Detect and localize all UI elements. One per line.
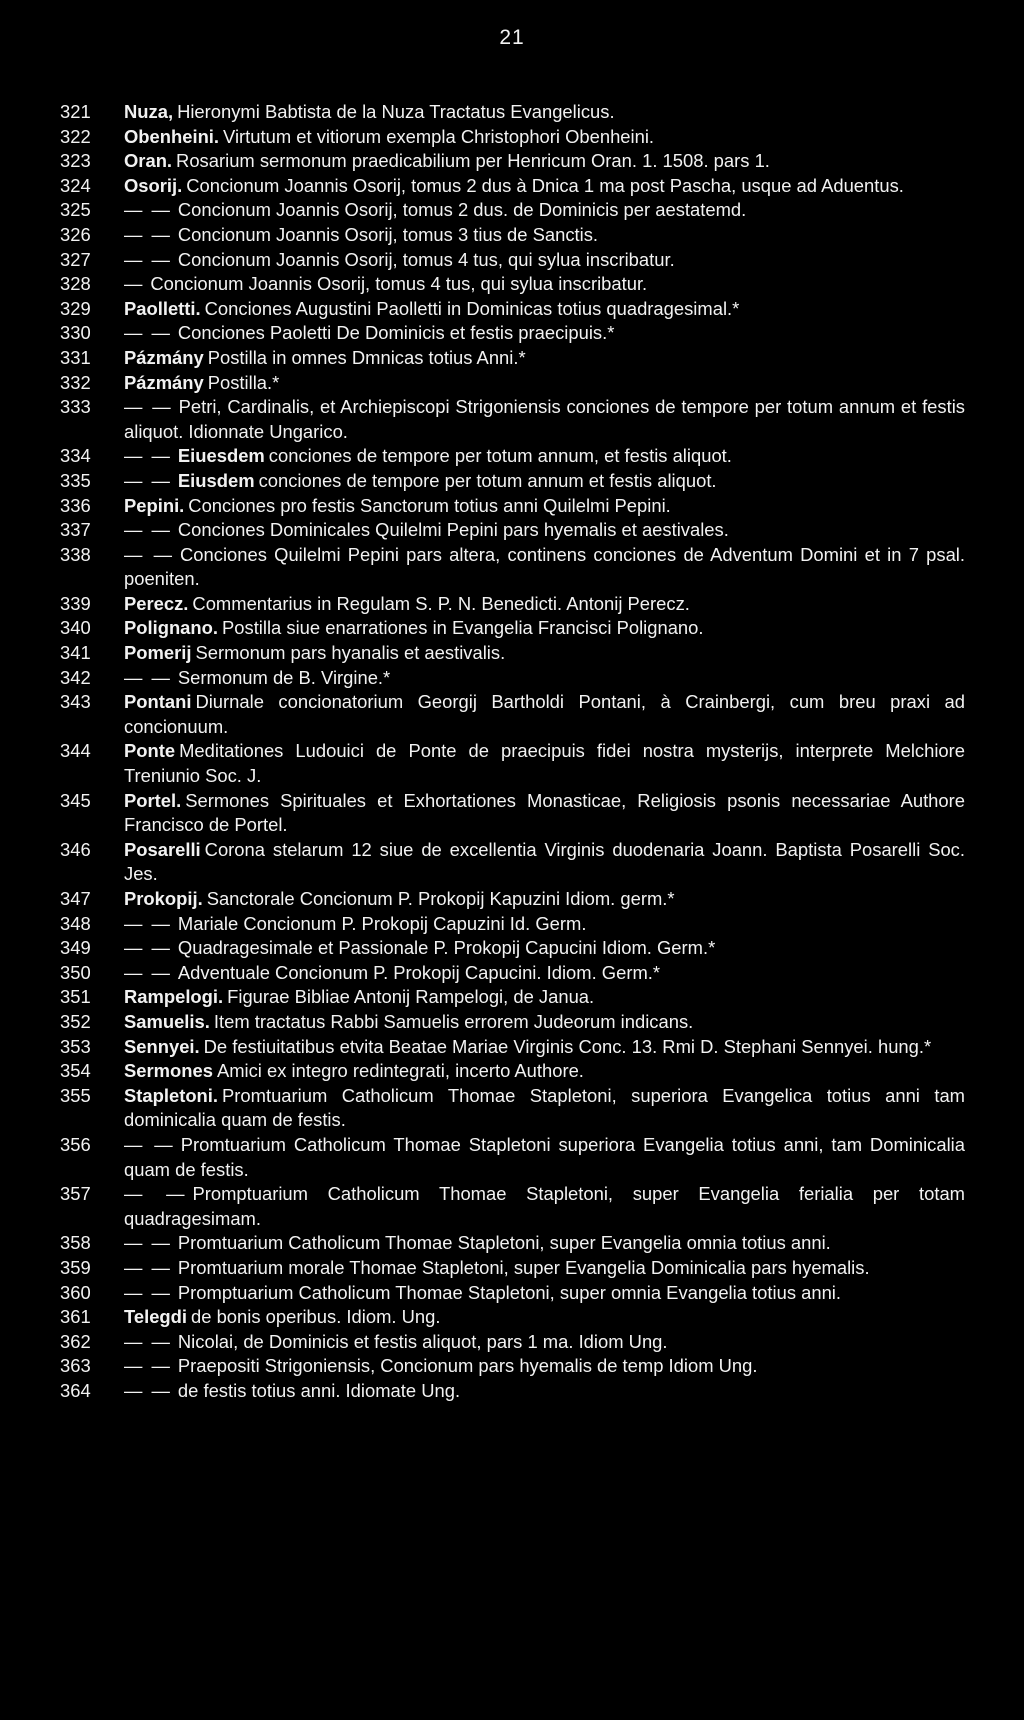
author-name: Osorij. xyxy=(124,174,183,196)
entry-number: 351 xyxy=(60,986,91,1008)
entry-number: 342 xyxy=(60,666,91,688)
entry-text: Adventuale Concionum P. Prokopij Capucini. Idiom. Germ.* xyxy=(177,961,661,983)
author-name: Perecz. xyxy=(124,592,189,614)
catalog-entry xyxy=(60,125,965,150)
catalog-entry xyxy=(60,1231,965,1256)
entry-text: Figurae Bibliae Antonij Rampelogi, de Janua. xyxy=(227,986,595,1008)
entry-text: Sanctorale Concionum P. Prokopij Kapuzini Idiom. germ.* xyxy=(206,888,675,909)
ditto-dash: — — xyxy=(124,1256,172,1278)
ditto-dash: — — xyxy=(124,666,172,688)
entry-list xyxy=(60,100,965,1403)
entry-number: 338 xyxy=(60,543,91,565)
ditto-dash: — — xyxy=(124,912,172,934)
entry-number: 360 xyxy=(60,1281,91,1303)
catalog-entry xyxy=(60,346,965,371)
entry-text: Diurnale concionatorium Georgij Bartholdi Pontani, à Crainbergi, cum breu praxi ad concionuum. xyxy=(124,691,965,737)
catalog-entry xyxy=(60,961,965,986)
entry-number: 344 xyxy=(60,740,91,762)
entry-text: Conciones Quilelmi Pepini pars altera, continens conciones de Adventum Domini et in 7 psal. poeniten. xyxy=(124,543,965,590)
catalog-entry xyxy=(60,1354,965,1379)
entry-text: Virtutum et vitiorum exempla Christophori Obenheini. xyxy=(223,125,655,147)
ditto-dash: — — xyxy=(124,248,172,270)
ditto-dash: — — xyxy=(124,396,173,418)
entry-number: 349 xyxy=(60,937,91,959)
ditto-dash: — — xyxy=(124,1281,172,1303)
entry-text: Commentarius in Regulam S. P. N. Benedicti. Antonij Perecz. xyxy=(192,592,690,614)
entry-number: 347 xyxy=(60,888,91,909)
catalog-entry xyxy=(60,616,965,641)
author-name: Eiusdem xyxy=(177,469,255,491)
catalog-entry xyxy=(60,1133,965,1182)
author-name: Paolletti. xyxy=(124,297,201,319)
entry-number: 354 xyxy=(60,1060,91,1082)
catalog-entry xyxy=(60,518,965,543)
entry-number: 324 xyxy=(60,174,91,196)
entry-number: 353 xyxy=(60,1035,91,1057)
entry-text: Amici ex integro redintegrati, incerto Authore. xyxy=(216,1060,584,1082)
entry-number: 361 xyxy=(60,1306,91,1328)
entry-number: 340 xyxy=(60,617,91,639)
entry-text: Promtuarium Catholicum Thomae Stapletoni, superiora Evangelica totius anni tam dominicalia quam de festis. xyxy=(124,1084,965,1131)
author-name: Portel. xyxy=(124,789,182,811)
catalog-entry xyxy=(60,887,965,912)
catalog-entry xyxy=(60,1256,965,1281)
catalog-entry xyxy=(60,1330,965,1355)
entry-number: 325 xyxy=(60,199,91,221)
author-name: Oran. xyxy=(124,150,173,172)
catalog-entry xyxy=(60,494,965,519)
entry-text: De festiuitatibus etvita Beatae Mariae Virginis Conc. 13. Rmi D. Stephani Sennyei. hung.* xyxy=(203,1035,932,1057)
entry-number: 331 xyxy=(60,346,91,368)
entry-number: 356 xyxy=(60,1133,91,1155)
entry-number: 346 xyxy=(60,838,91,860)
catalog-entry xyxy=(60,1305,965,1330)
catalog-entry xyxy=(60,690,965,739)
catalog-entry xyxy=(60,223,965,248)
entry-text: Meditationes Ludouici de Ponte de praecipuis fidei nostra mysterijs, interprete Melchiore Treniunio Soc. J. xyxy=(124,740,965,787)
entry-text: Promtuarium morale Thomae Stapletoni, super Evangelia Dominicalia pars hyemalis. xyxy=(177,1256,870,1278)
author-name: Sermones xyxy=(124,1060,213,1082)
entry-text: Item tractatus Rabbi Samuelis errorem Judeorum indicans. xyxy=(213,1010,694,1032)
catalog-entry xyxy=(60,592,965,617)
catalog-entry xyxy=(60,985,965,1010)
entry-number: 355 xyxy=(60,1084,91,1106)
entry-text: Promptuarium Catholicum Thomae Stapletoni, super Evangelia ferialia per totam quadragesimam. xyxy=(124,1183,965,1229)
ditto-dash: — — xyxy=(124,543,175,565)
catalog-entry xyxy=(60,789,965,838)
ditto-dash: — — xyxy=(124,519,172,541)
ditto-dash: — — xyxy=(124,322,172,344)
entry-number: 358 xyxy=(60,1232,91,1254)
author-name: Rampelogi. xyxy=(124,986,224,1008)
catalog-entry xyxy=(60,936,965,961)
ditto-dash: — — xyxy=(124,469,172,491)
ditto-dash: — — xyxy=(124,961,172,983)
catalog-entry xyxy=(60,1010,965,1035)
entry-number: 341 xyxy=(60,642,91,664)
ditto-dash: — — xyxy=(124,1330,172,1352)
catalog-entry xyxy=(60,100,965,125)
author-name: Pomerij xyxy=(124,642,192,664)
author-name: Pontani xyxy=(124,691,192,713)
entry-text: conciones de tempore per totum annum et festis aliquot. xyxy=(258,469,717,491)
author-name: Prokopij. xyxy=(124,888,203,909)
entry-text: Sermonum pars hyanalis et aestivalis. xyxy=(195,642,506,664)
author-name: Obenheini. xyxy=(124,125,220,147)
entry-number: 329 xyxy=(60,297,91,319)
catalog-entry xyxy=(60,371,965,396)
entry-text: Conciones pro festis Sanctorum totius anni Quilelmi Pepini. xyxy=(188,494,671,516)
entry-text: Promptuarium Catholicum Thomae Stapletoni, super omnia Evangelia totius anni. xyxy=(177,1281,842,1303)
entry-text: Petri, Cardinalis, et Archiepiscopi Strigoniensis conciones de tempore per totum annum et festis aliquot. Idionnate Ungarico. xyxy=(124,396,965,442)
entry-text: Praepositi Strigoniensis, Concionum pars hyemalis de temp Idiom Ung. xyxy=(177,1355,758,1377)
catalog-entry xyxy=(60,174,965,199)
entry-number: 362 xyxy=(60,1330,91,1352)
author-name: Eiuesdem xyxy=(177,445,265,467)
catalog-entry xyxy=(60,1281,965,1306)
ditto-dash: — — xyxy=(124,1379,172,1401)
catalog-entry xyxy=(60,838,965,887)
entry-number: 332 xyxy=(60,371,91,393)
author-name: Pázmány xyxy=(124,371,204,393)
author-name: Posarelli xyxy=(124,838,201,860)
entry-number: 321 xyxy=(60,101,91,122)
entry-text: Conciones Dominicales Quilelmi Pepini pars hyemalis et aestivales. xyxy=(177,519,729,541)
catalog-entry xyxy=(60,739,965,788)
entry-number: 326 xyxy=(60,223,91,245)
ditto-dash: — — xyxy=(124,1355,172,1377)
entry-number: 333 xyxy=(60,396,91,418)
entry-text: Promtuarium Catholicum Thomae Stapletoni superiora Evangelia totius anni, tam Dominicalia quam de festis. xyxy=(124,1133,965,1180)
ditto-dash: — — xyxy=(124,1183,187,1205)
entry-text: Postilla siue enarrationes in Evangelia Francisci Polignano. xyxy=(222,617,704,639)
entry-text: Hieronymi Babtista de la Nuza Tractatus Evangelicus. xyxy=(177,101,615,122)
entry-number: 363 xyxy=(60,1355,91,1377)
ditto-dash: — — xyxy=(124,199,172,221)
ditto-dash: — — xyxy=(124,1232,172,1254)
author-name: Stapletoni. xyxy=(124,1084,219,1106)
entry-number: 328 xyxy=(60,273,91,295)
entry-number: 364 xyxy=(60,1379,91,1401)
entry-text: Postilla in omnes Dmnicas totius Anni.* xyxy=(207,346,526,368)
entry-number: 322 xyxy=(60,125,91,147)
entry-number: 339 xyxy=(60,592,91,614)
entry-text: Conciones Paoletti De Dominicis et festis praecipuis.* xyxy=(177,322,615,344)
catalog-entry xyxy=(60,395,965,444)
entry-number: 350 xyxy=(60,961,91,983)
entry-text: Promtuarium Catholicum Thomae Stapletoni, super Evangelia omnia totius anni. xyxy=(177,1232,831,1254)
entry-text: Mariale Concionum P. Prokopij Capuzini Id. Germ. xyxy=(177,912,587,934)
catalog-entry xyxy=(60,469,965,494)
entry-text: Sermonum de B. Virgine.* xyxy=(177,666,391,688)
author-name: Pázmány xyxy=(124,346,204,368)
entry-number: 343 xyxy=(60,691,91,713)
entry-text: Concionum Joannis Osorij, tomus 3 tius de Sanctis. xyxy=(177,223,599,245)
catalog-entry xyxy=(60,297,965,322)
entry-text: Concionum Joannis Osorij, tomus 2 dus. de Dominicis per aestatemd. xyxy=(177,199,747,221)
catalog-entry xyxy=(60,1084,965,1133)
ditto-dash: — — xyxy=(124,445,172,467)
author-name: Samuelis. xyxy=(124,1010,210,1032)
entry-text: Corona stelarum 12 siue de excellentia Virginis duodenaria Joann. Baptista Posarelli Soc. Jes. xyxy=(124,838,965,885)
ditto-dash: — — xyxy=(124,1133,175,1155)
catalog-entry xyxy=(60,248,965,273)
entry-number: 330 xyxy=(60,322,91,344)
entry-text: Postilla.* xyxy=(207,371,280,393)
entry-text: Conciones Augustini Paolletti in Dominicas totius quadragesimal.* xyxy=(204,297,740,319)
author-name: Ponte xyxy=(124,740,176,762)
catalog-entry xyxy=(60,666,965,691)
entry-text: Quadragesimale et Passionale P. Prokopij Capucini Idiom. Germ.* xyxy=(177,937,716,959)
entry-text: Nicolai, de Dominicis et festis aliquot, pars 1 ma. Idiom Ung. xyxy=(177,1330,668,1352)
entry-number: 357 xyxy=(60,1183,91,1205)
entry-number: 327 xyxy=(60,248,91,270)
entry-number: 334 xyxy=(60,445,91,467)
catalog-entry xyxy=(60,272,965,297)
entry-text: conciones de tempore per totum annum, et festis aliquot. xyxy=(268,445,732,467)
entry-number: 359 xyxy=(60,1256,91,1278)
catalog-entry xyxy=(60,641,965,666)
catalog-entry xyxy=(60,1035,965,1060)
author-name: Nuza, xyxy=(124,101,174,122)
entry-number: 336 xyxy=(60,494,91,516)
catalog-entry xyxy=(60,1379,965,1404)
catalog-entry xyxy=(60,912,965,937)
entry-text: Rosarium sermonum praedicabilium per Henricum Oran. 1. 1508. pars 1. xyxy=(176,150,770,172)
author-name: Pepini. xyxy=(124,494,185,516)
entry-text: Concionum Joannis Osorij, tomus 4 tus, qui sylua inscribatur. xyxy=(177,248,675,270)
entry-text: Sermones Spirituales et Exhortationes Monasticae, Religiosis psonis necessariae Authore Francisco de Portel. xyxy=(124,789,965,836)
entry-number: 323 xyxy=(60,150,91,172)
entry-text: Concionum Joannis Osorij, tomus 4 tus, qui sylua inscribatur. xyxy=(150,273,648,295)
ditto-dash: — — xyxy=(124,937,172,959)
entry-text: de festis totius anni. Idiomate Ung. xyxy=(177,1379,461,1401)
entry-number: 335 xyxy=(60,469,91,491)
author-name: Sennyei. xyxy=(124,1035,200,1057)
catalog-entry xyxy=(60,321,965,346)
entry-text: de bonis operibus. Idiom. Ung. xyxy=(191,1306,441,1328)
catalog-entry xyxy=(60,149,965,174)
catalog-entry xyxy=(60,198,965,223)
entry-number: 348 xyxy=(60,912,91,934)
catalog-entry xyxy=(60,444,965,469)
catalog-entry xyxy=(60,543,965,592)
catalog-entry xyxy=(60,1059,965,1084)
entry-text: Concionum Joannis Osorij, tomus 2 dus à Dnica 1 ma post Pascha, usque ad Aduentus. xyxy=(186,174,904,196)
author-name: Polignano. xyxy=(124,617,218,639)
ditto-dash: — xyxy=(124,273,145,295)
entry-number: 337 xyxy=(60,519,91,541)
author-name: Telegdi xyxy=(124,1306,188,1328)
entry-number: 352 xyxy=(60,1010,91,1032)
ditto-dash: — — xyxy=(124,223,172,245)
entry-number: 345 xyxy=(60,789,91,811)
page-number: 21 xyxy=(499,26,525,49)
catalog-entry xyxy=(60,1182,965,1231)
